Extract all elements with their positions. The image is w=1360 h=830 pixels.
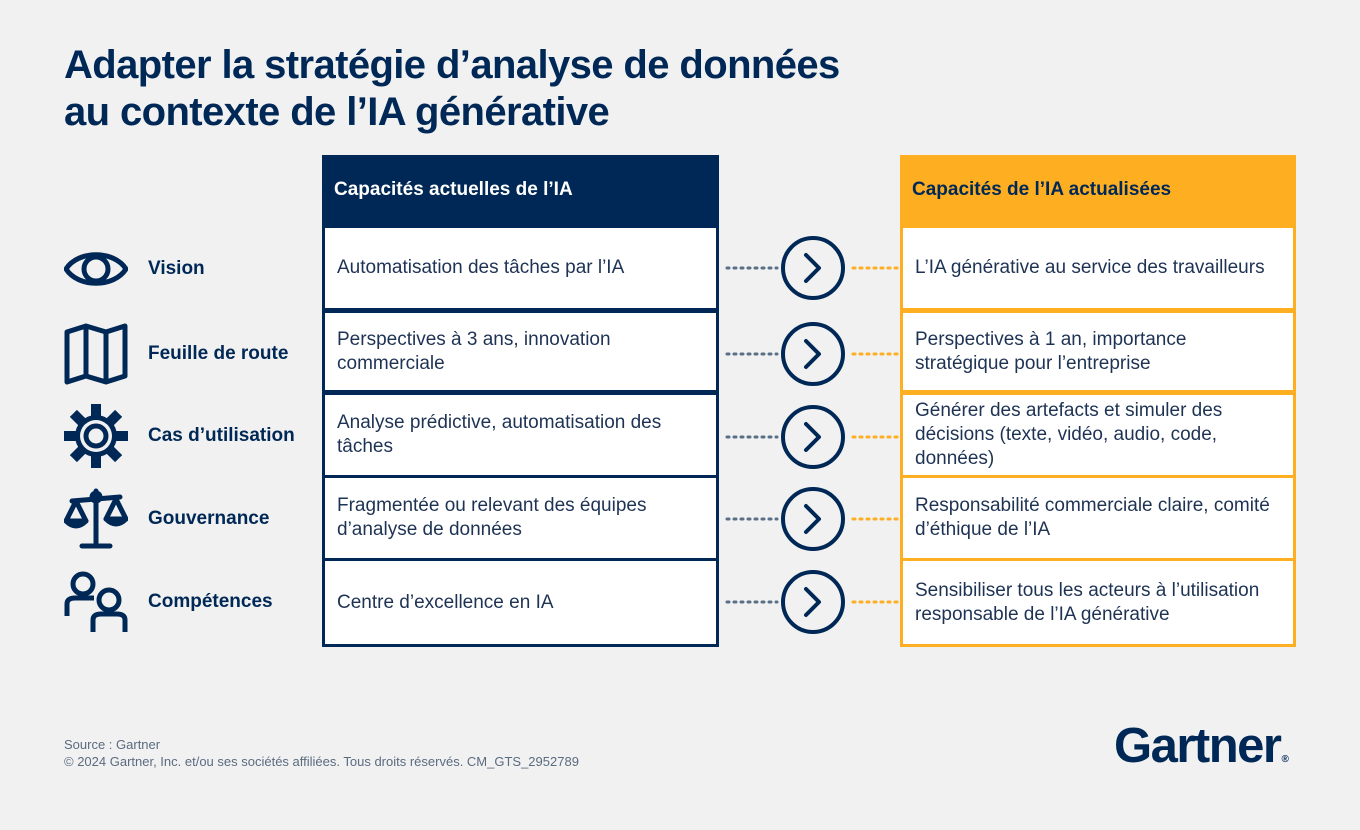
- title-line-2: au contexte de l’IA générative: [64, 90, 610, 134]
- footer-source: Source : Gartner: [64, 737, 161, 752]
- row-label-roadmap: [64, 322, 314, 386]
- current-capability-vision: Automatisation des tâches par l’IA: [322, 225, 719, 311]
- gartner-logo: [1114, 718, 1289, 788]
- row-label-text: Gouvernance: [148, 508, 270, 529]
- updated-capability-vision: L’IA générative au service des travailleurs: [900, 225, 1296, 311]
- people-icon: [64, 570, 128, 634]
- footer: [64, 736, 579, 770]
- connector-vision: [725, 233, 905, 303]
- connector-use-cases: [725, 402, 905, 472]
- current-capability-skills: Centre d’excellence en IA: [322, 558, 719, 647]
- scales-icon: [64, 487, 128, 551]
- row-label-skills: [64, 570, 314, 634]
- row-label-text: Feuille de route: [148, 343, 289, 364]
- row-label-text: Vision: [148, 258, 205, 279]
- logo-text: Gartner: [1114, 719, 1281, 773]
- footer-copyright: © 2024 Gartner, Inc. et/ou ses sociétés affiliées. Tous droits réservés. CM_GTS_2952789: [64, 754, 579, 769]
- current-capability-roadmap: Perspectives à 3 ans, innovation commerciale: [322, 310, 719, 393]
- updated-capability-governance: Responsabilité commerciale claire, comité d’éthique de l’IA: [900, 475, 1296, 561]
- row-label-governance: [64, 487, 314, 551]
- registered-mark: ®: [1281, 754, 1289, 765]
- row-label-text: Compétences: [148, 591, 273, 612]
- updated-capabilities-header: Capacités de l’IA actualisées: [900, 155, 1296, 225]
- current-capabilities-header: Capacités actuelles de l’IA: [322, 155, 719, 225]
- updated-capability-use-cases: Générer des artefacts et simuler des décisions (texte, vidéo, audio, code, données): [900, 392, 1296, 478]
- row-label-text: Cas d’utilisation: [148, 425, 295, 446]
- row-label-vision: [64, 237, 314, 301]
- current-capability-use-cases: Analyse prédictive, automatisation des tâches: [322, 392, 719, 478]
- title-line-1: Adapter la stratégie d’analyse de données: [64, 43, 840, 87]
- connector-roadmap: [725, 319, 905, 389]
- updated-capability-skills: Sensibiliser tous les acteurs à l’utilisation responsable de l’IA générative: [900, 558, 1296, 647]
- gear-icon: [64, 404, 128, 468]
- eye-icon: [64, 237, 128, 301]
- updated-capability-roadmap: Perspectives à 1 an, importance stratégique pour l’entreprise: [900, 310, 1296, 393]
- current-capability-governance: Fragmentée ou relevant des équipes d’analyse de données: [322, 475, 719, 561]
- map-icon: [64, 322, 128, 386]
- row-label-use-cases: [64, 404, 314, 468]
- connector-skills: [725, 567, 905, 637]
- connector-governance: [725, 484, 905, 554]
- page-title: [64, 42, 1164, 136]
